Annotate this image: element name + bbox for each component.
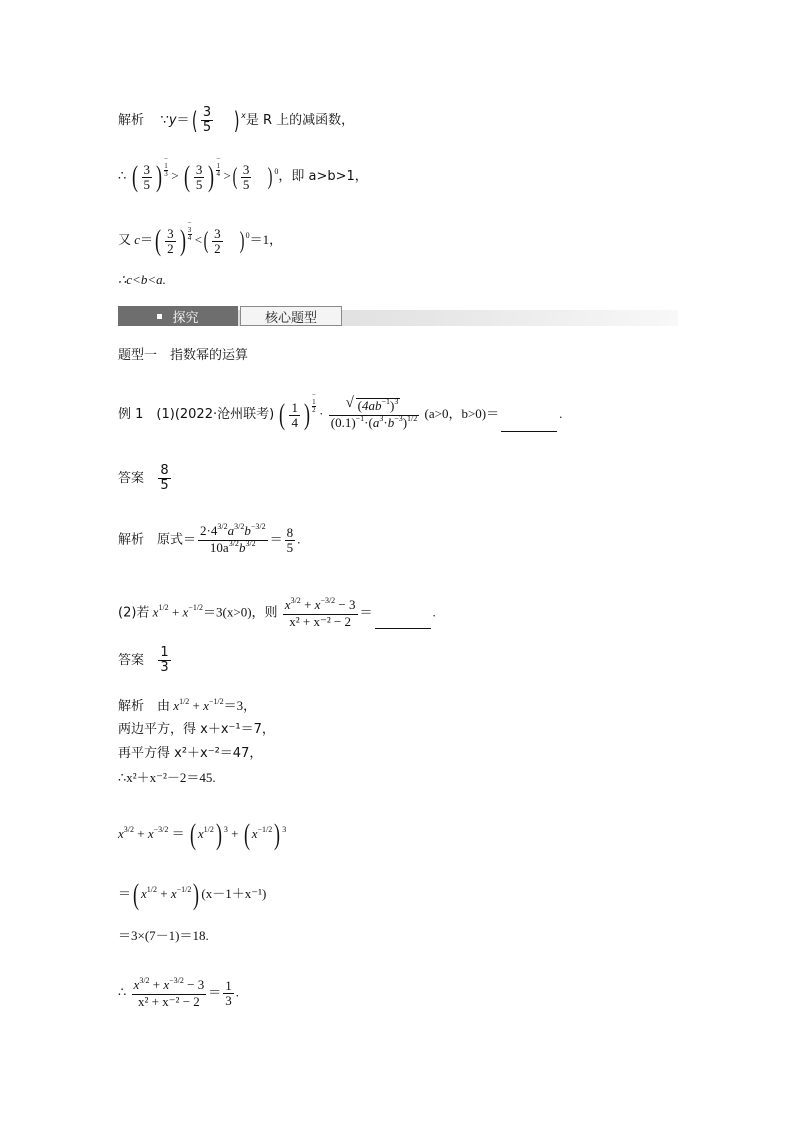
- answer-2: 答案 $\frac{1}{3}$: [118, 645, 169, 675]
- solution-2-line-8: ∴ $\frac{x^{3/2} + x^{-3/2} - 3}{\text{x² + x⁻² − 2}}$ ＝ $\frac{1}{3}$ .: [118, 976, 240, 1009]
- example-1-part-2: (2)若 $x^{1/2} + x^{-1/2}=3(x>0)$，则 $\frac{x^{3/2} + x^{-3/2} - 3}{\text{x² + x⁻² − 2}}$ ＝ .: [118, 596, 436, 629]
- banner-explore-tab: 探究: [118, 306, 238, 326]
- topic-heading: 题型一 指数幂的运算: [118, 348, 249, 363]
- section-banner: [118, 306, 678, 326]
- solution-label: 解析: [118, 113, 145, 128]
- solution-line-3: 又 c＝( $\frac{3}{2}$ )− 3 4 <( $\frac{3}{2}$ ) $^0$＝1，: [118, 219, 283, 257]
- square-bullet-icon: [157, 314, 162, 319]
- solution-2-line-1: 解析 由 $x^{1/2} + x^{-1/2}=3$，: [118, 697, 257, 714]
- fraction: $\frac{3}{5}$: [202, 105, 212, 135]
- solution-2-line-2: 两边平方，得 x＋x⁻¹＝7，: [118, 722, 275, 737]
- banner-core-topics-tab: 核心题型: [240, 306, 342, 326]
- solution-2-line-7: ＝3×(7－1)＝18.: [118, 928, 209, 943]
- solution-2-line-4: ∴x²＋x⁻²－2＝45.: [118, 770, 216, 785]
- solution-2-line-3: 再平方得 x²＋x⁻²＝47，: [118, 746, 263, 761]
- solution-2-line-5: $x^{3/2} + x^{-3/2}$ ＝ ( $x^{1/2}$) $^3$ + ( $x^{-1/2}$) $^3$: [118, 818, 287, 851]
- solution-1: 解析 原式＝ $\frac{2\cdot 4^{3/2}a^{3/2}b^{-3/2}}{10a^{3/2}b^{3/2}}$ ＝ $\frac{8}{5}$ .: [118, 522, 301, 555]
- solution-2-line-6: ＝( $x^{1/2} + x^{-1/2}$) (x－1＋x⁻¹): [118, 878, 267, 911]
- example-1-part-1: 例 1 (1)(2022·沧州联考) ( $\frac{1}{4}$ )− 1 2 · √ $\frac{(4ab^{-1})^3}{(0.1)^{-1}\cdot(a^3\cdot b^{-3})^{1/2}}$ (a>0，b>0)＝ .: [118, 398, 562, 432]
- answer-1: 答案 $\frac{8}{5}$: [118, 463, 169, 493]
- solution-line-2: ∴ ( $\frac{3}{5}$ )− 1 3 > ( $\frac{3}{5}$ )− 1 4 >( $\frac{3}{5}$ ) $^0$，即 a>b>1，: [118, 155, 368, 193]
- answer-blank[interactable]: [501, 419, 557, 432]
- example-1-fraction: √ $\frac{(4ab^{-1})^3}{(0.1)^{-1}\cdot(a^3\cdot b^{-3})^{1/2}}$: [329, 398, 420, 432]
- solution-line-4: ∴c<b<a.: [118, 272, 166, 287]
- solution-line-1: 解析 ∵y＝( $\frac{3}{5}$ ) $^x$是 R 上的减函数，: [118, 105, 355, 135]
- answer-blank[interactable]: [375, 616, 431, 629]
